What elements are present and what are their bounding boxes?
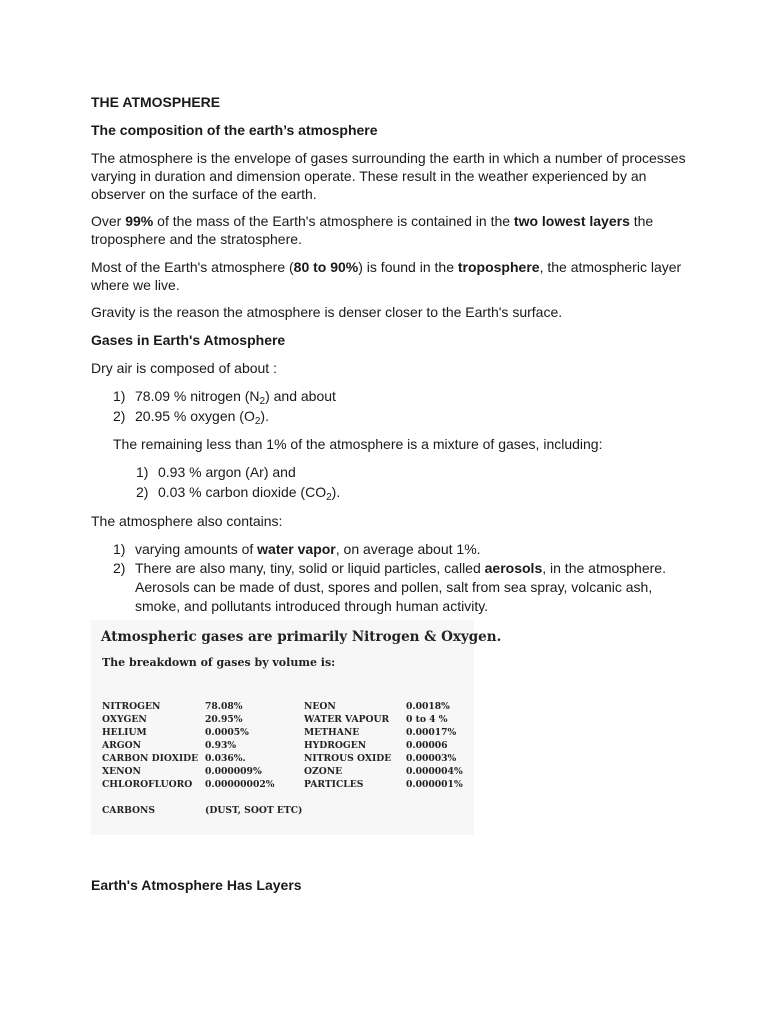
gas-value: 0.000004% [406, 766, 463, 777]
list-item [113, 407, 673, 425]
gas-row [91, 804, 474, 817]
gas-value: 20.95% [205, 714, 243, 725]
text-run-bold: water vapor [257, 541, 336, 557]
text-run: of the mass of the Earth's atmosphere is contained in the [153, 213, 514, 229]
gas-name: ARGON [102, 740, 142, 751]
gas-value: 0.0018% [406, 701, 450, 712]
gas-name: CHLOROFLUORO [102, 779, 193, 790]
gas-name: HELIUM [102, 727, 147, 738]
text-run-bold: aerosols [484, 560, 543, 576]
gas-breakdown-figure [91, 620, 502, 835]
list-item [113, 559, 673, 616]
paragraph-troposphere [91, 258, 691, 294]
gas-value: 0.00006 [406, 740, 448, 751]
gas-name: HYDROGEN [304, 740, 367, 751]
list-item [136, 483, 656, 501]
dry-air-list [113, 387, 673, 425]
gas-value: 0.000009% [205, 766, 262, 777]
text-run: ). [331, 484, 341, 500]
gas-value: 0.000001% [406, 779, 463, 790]
gas-value: 78.08% [205, 701, 243, 712]
list-item [113, 540, 673, 558]
gas-value: 0.00000002% [205, 779, 275, 790]
contains-list [113, 540, 673, 616]
paragraph-mass [91, 212, 691, 248]
text-run: varying amounts of [135, 541, 258, 557]
gas-value: 0.93% [205, 740, 237, 751]
subscript: 2 [259, 396, 266, 407]
gas-name: OXYGEN [102, 714, 147, 725]
section-heading-composition: The composition of the earth’s atmosphere [91, 122, 378, 138]
text-run: , in the atmosphere. Aerosols can be made of dust, spores and pollen, salt from sea spray, volcanic ash, smoke, and pollutants introduced through human activity. [135, 560, 666, 614]
gas-name: METHANE [304, 727, 360, 738]
list-number: 2) [113, 408, 126, 424]
gas-name: NITROGEN [102, 701, 161, 712]
list-item [136, 463, 656, 483]
subscript: 2 [326, 492, 332, 503]
text-run: , the atmospheric layer where we live. [91, 259, 682, 293]
gas-value: 0 to 4 % [406, 714, 448, 725]
text-run: There are also many, tiny, solid or liquid particles, called [135, 560, 485, 576]
text-run-bold: 99% [125, 213, 154, 229]
gas-row [91, 700, 474, 713]
text-run: ) is found in the [358, 259, 458, 275]
paragraph-definition: The atmosphere is the envelope of gases surrounding the earth in which a number of processes varying in duration and dimension operate. These result in the weather experienced by an observer on the surface of the earth. [91, 150, 686, 202]
paragraph-gravity: Gravity is the reason the atmosphere is denser closer to the Earth's surface. [91, 304, 563, 320]
subscript: 2 [254, 416, 261, 427]
text-run: Over [91, 213, 126, 229]
gas-row [91, 713, 474, 726]
gas-name: NITROUS OXIDE [304, 753, 392, 764]
text-run: , on average about 1%. [335, 541, 481, 557]
gas-value: 0.036%. [205, 753, 246, 764]
text-run: 78.09 % nitrogen (N [135, 388, 260, 404]
paragraph-remaining: The remaining less than 1% of the atmosphere is a mixture of gases, including: [113, 436, 603, 452]
text-run: 20.95 % oxygen (O [135, 408, 255, 424]
section-heading-gases: Gases in Earth's Atmosphere [91, 332, 286, 348]
text-run: the troposphere and the stratosphere. [91, 213, 654, 247]
list-number: 2) [113, 560, 126, 576]
gas-name: XENON [102, 766, 141, 777]
figure-title: Atmospheric gases are primarily Nitrogen & Oxygen. [101, 629, 502, 645]
gas-name: OZONE [304, 766, 343, 777]
gas-value: (DUST, SOOT ETC) [205, 805, 303, 816]
text-run: Most of the Earth's atmosphere ( [91, 259, 294, 275]
figure-subtitle: The breakdown of gases by volume is: [102, 656, 336, 669]
gas-row [91, 752, 474, 765]
section-heading-layers: Earth's Atmosphere Has Layers [91, 877, 302, 893]
list-number: 1) [113, 388, 126, 404]
gas-value: 0.00017% [406, 727, 457, 738]
gas-name: PARTICLES [304, 779, 364, 790]
gas-name: NEON [304, 701, 336, 712]
document-title: THE ATMOSPHERE [91, 94, 221, 110]
gas-row [91, 778, 474, 791]
gas-value: 0.0005% [205, 727, 249, 738]
list-number: 2) [136, 484, 149, 500]
trace-gas-list [136, 463, 656, 501]
list-number: 1) [113, 541, 126, 557]
gas-name: WATER VAPOUR [304, 714, 390, 725]
paragraph-also-contains: The atmosphere also contains: [91, 513, 283, 529]
list-number: 1) [136, 464, 149, 480]
text-run-bold: troposphere [457, 259, 540, 275]
text-run: 0.93 % argon (Ar) and [158, 464, 296, 480]
gas-name: CARBONS [102, 805, 156, 816]
gas-row [91, 726, 474, 739]
gas-name: CARBON DIOXIDE [102, 753, 199, 764]
gas-value: 0.00003% [406, 753, 457, 764]
gas-row [91, 765, 474, 778]
text-run: 0.03 % carbon dioxide (CO [158, 484, 327, 500]
text-run-bold: 80 to 90% [293, 259, 359, 275]
gas-row [91, 739, 474, 752]
list-item [113, 387, 673, 407]
text-run-bold: two lowest layers [513, 213, 630, 229]
paragraph-dry-air: Dry air is composed of about : [91, 360, 277, 376]
text-run: ) and about [265, 388, 336, 404]
text-run: ). [260, 408, 269, 424]
